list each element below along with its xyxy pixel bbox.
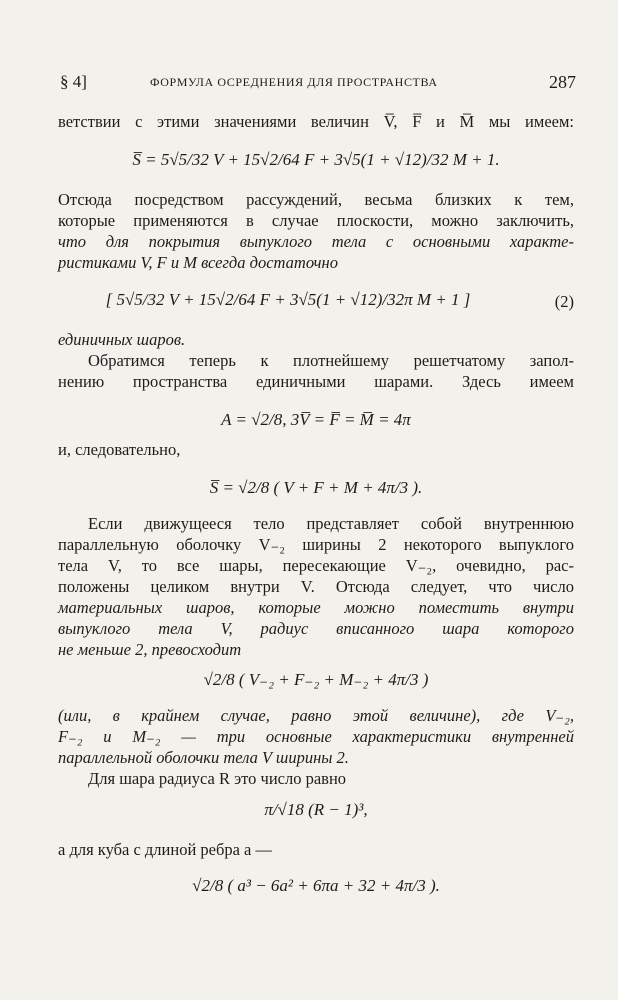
formula-s-bar-lattice: S̅ = √2/8 ( V + F + M + 4π/3 ).: [209, 478, 423, 497]
text-line: не меньше 2, превосходит: [58, 640, 242, 659]
text-line: параллельной оболочки тела V ширины 2.: [58, 748, 349, 767]
formula-inner-shell: √2/8 ( V₋₂ + F₋₂ + M₋₂ + 4π/3 ): [203, 670, 429, 689]
formula-number: (2): [554, 292, 574, 311]
book-page: [58, 0, 578, 1000]
section-number: § 4]: [60, 72, 87, 91]
running-header: [58, 72, 578, 94]
page-number: 287: [549, 72, 576, 92]
text-line: и, следовательно,: [58, 440, 181, 459]
text-line: единичных шаров.: [58, 330, 186, 349]
text-line: что для покрытия выпуклого тела с основными характе-: [58, 232, 574, 251]
formula-lattice-values: A = √2/8, 3V̅ = F̅ = M̅ = 4π: [221, 410, 411, 429]
text-line: ветствии с этими значениями величин V̅, F̅ и M̅ мы имеем:: [58, 112, 574, 131]
running-title: ФОРМУЛА ОСРЕДНЕНИЯ ДЛЯ ПРОСТРАНСТВА: [150, 75, 438, 89]
text-line: (или, в крайнем случае, равно этой величине), где V₋₂,: [58, 706, 574, 725]
text-line: F₋₂ и M₋₂ — три основные характеристики внутренней: [58, 727, 574, 746]
text-line: Для шара радиуса R это число равно: [88, 769, 347, 788]
text-line: Обратимся теперь к плотнейшему решетчатому запол-: [88, 351, 574, 370]
text-line: которые применяются в случае плоскости, можно заключить,: [58, 211, 574, 230]
text-line: Если движущееся тело представляет собой внутреннюю: [88, 514, 574, 533]
text-line: параллельную оболочку V₋₂ ширины 2 некоторого выпуклого: [58, 535, 574, 554]
text-line: положены целиком внутри V. Отсюда следует, что число: [58, 577, 574, 596]
formula-covering-bound: [ 5√5/32 V + 15√2/64 F + 3√5(1 + √12)/32π M + 1 ]: [105, 290, 471, 309]
text-line: ристиками V, F и M всегда достаточно: [58, 253, 338, 272]
text-line: Отсюда посредством рассуждений, весьма близких к тем,: [58, 190, 574, 209]
text-line: нению пространства единичными шарами. Здесь имеем: [58, 372, 574, 391]
text-line: а для куба с длиной ребра a —: [58, 840, 273, 859]
formula-cube: √2/8 ( a³ − 6a² + 6πa + 32 + 4π/3 ).: [192, 876, 440, 895]
formula-s-bar: S̅ = 5√5/32 V + 15√2/64 F + 3√5(1 + √12)/32 M + 1.: [132, 150, 500, 169]
text-line: тела V, то все шары, пересекающие V₋₂, очевидно, рас-: [58, 556, 574, 575]
text-line: выпуклого тела V, радиус вписанного шара которого: [58, 619, 574, 638]
formula-sphere: π/√18 (R − 1)³,: [264, 800, 368, 819]
text-line: материальных шаров, которые можно поместить внутри: [58, 598, 574, 617]
